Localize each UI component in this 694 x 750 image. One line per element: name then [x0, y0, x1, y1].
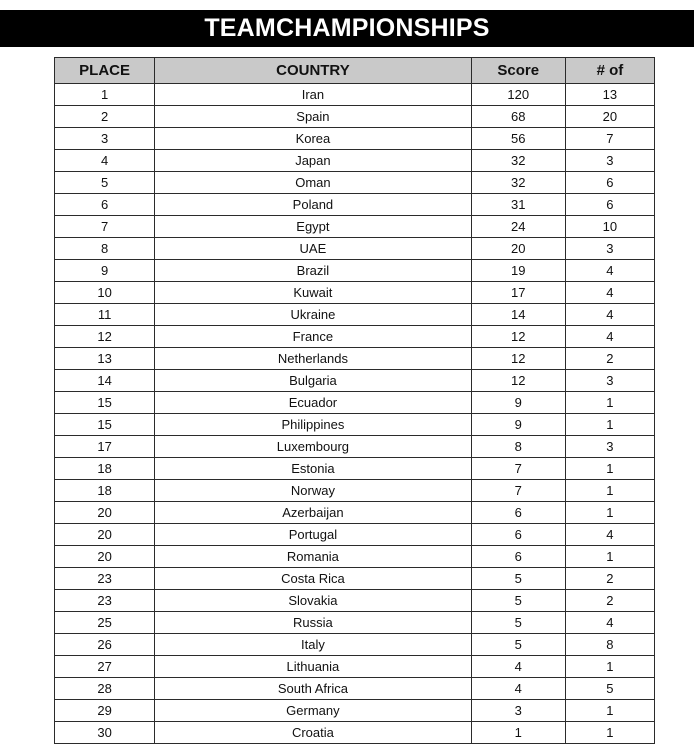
- cell-country: Iran: [155, 84, 472, 106]
- cell-score: 1: [471, 722, 565, 744]
- cell-place: 6: [55, 194, 155, 216]
- cell-score: 9: [471, 392, 565, 414]
- cell-place: 18: [55, 458, 155, 480]
- table-row: [55, 414, 655, 436]
- table-row: [55, 172, 655, 194]
- cell-place: 15: [55, 414, 155, 436]
- cell-country: Brazil: [155, 260, 472, 282]
- cell-score: 12: [471, 370, 565, 392]
- table-row: [55, 546, 655, 568]
- cell-score: 24: [471, 216, 565, 238]
- cell-score: 14: [471, 304, 565, 326]
- cell-events: 20: [565, 106, 654, 128]
- table-body: [55, 84, 655, 744]
- cell-place: 1: [55, 84, 155, 106]
- cell-country: Oman: [155, 172, 472, 194]
- table-row: [55, 480, 655, 502]
- cell-country: South Africa: [155, 678, 472, 700]
- cell-country: Croatia: [155, 722, 472, 744]
- cell-country: Ecuador: [155, 392, 472, 414]
- cell-country: Netherlands: [155, 348, 472, 370]
- cell-score: 7: [471, 480, 565, 502]
- cell-events: 3: [565, 436, 654, 458]
- table-row: [55, 568, 655, 590]
- cell-place: 23: [55, 590, 155, 612]
- cell-country: UAE: [155, 238, 472, 260]
- table-row: [55, 84, 655, 106]
- cell-score: 120: [471, 84, 565, 106]
- cell-score: 5: [471, 612, 565, 634]
- cell-country: Luxembourg: [155, 436, 472, 458]
- team-championships-table: [54, 57, 655, 744]
- table-row: [55, 326, 655, 348]
- cell-events: 2: [565, 590, 654, 612]
- table-header: [55, 58, 655, 84]
- table-row: [55, 194, 655, 216]
- column-header-place: PLACE: [55, 58, 155, 84]
- cell-score: 31: [471, 194, 565, 216]
- cell-score: 56: [471, 128, 565, 150]
- cell-country: Japan: [155, 150, 472, 172]
- cell-events: 1: [565, 414, 654, 436]
- cell-score: 20: [471, 238, 565, 260]
- cell-events: 6: [565, 172, 654, 194]
- table-row: [55, 700, 655, 722]
- table-row: [55, 304, 655, 326]
- cell-score: 12: [471, 326, 565, 348]
- cell-country: Norway: [155, 480, 472, 502]
- cell-events: 13: [565, 84, 654, 106]
- cell-country: Romania: [155, 546, 472, 568]
- cell-events: 6: [565, 194, 654, 216]
- cell-score: 7: [471, 458, 565, 480]
- cell-place: 26: [55, 634, 155, 656]
- cell-score: 4: [471, 678, 565, 700]
- cell-events: 1: [565, 480, 654, 502]
- cell-country: Azerbaijan: [155, 502, 472, 524]
- table-row: [55, 128, 655, 150]
- table-row: [55, 216, 655, 238]
- cell-place: 4: [55, 150, 155, 172]
- cell-events: 2: [565, 568, 654, 590]
- cell-place: 7: [55, 216, 155, 238]
- table-row: [55, 370, 655, 392]
- cell-events: 1: [565, 700, 654, 722]
- cell-place: 10: [55, 282, 155, 304]
- cell-country: Costa Rica: [155, 568, 472, 590]
- cell-place: 15: [55, 392, 155, 414]
- cell-place: 20: [55, 546, 155, 568]
- cell-country: Egypt: [155, 216, 472, 238]
- cell-place: 5: [55, 172, 155, 194]
- cell-score: 5: [471, 568, 565, 590]
- table-row: [55, 634, 655, 656]
- table-row: [55, 436, 655, 458]
- cell-events: 4: [565, 524, 654, 546]
- table-row: [55, 678, 655, 700]
- cell-events: 4: [565, 326, 654, 348]
- cell-events: 3: [565, 238, 654, 260]
- cell-score: 12: [471, 348, 565, 370]
- cell-events: 1: [565, 656, 654, 678]
- cell-score: 6: [471, 524, 565, 546]
- cell-place: 11: [55, 304, 155, 326]
- cell-events: 10: [565, 216, 654, 238]
- cell-events: 1: [565, 458, 654, 480]
- cell-country: Estonia: [155, 458, 472, 480]
- cell-place: 3: [55, 128, 155, 150]
- cell-country: Portugal: [155, 524, 472, 546]
- cell-events: 1: [565, 392, 654, 414]
- table-row: [55, 150, 655, 172]
- cell-country: Slovakia: [155, 590, 472, 612]
- cell-place: 29: [55, 700, 155, 722]
- cell-place: 20: [55, 524, 155, 546]
- cell-score: 6: [471, 546, 565, 568]
- cell-score: 17: [471, 282, 565, 304]
- cell-country: Bulgaria: [155, 370, 472, 392]
- cell-place: 8: [55, 238, 155, 260]
- cell-events: 5: [565, 678, 654, 700]
- table-row: [55, 348, 655, 370]
- table-row: [55, 590, 655, 612]
- cell-events: 4: [565, 260, 654, 282]
- cell-score: 3: [471, 700, 565, 722]
- cell-country: Spain: [155, 106, 472, 128]
- cell-score: 8: [471, 436, 565, 458]
- cell-score: 5: [471, 590, 565, 612]
- column-header-country: COUNTRY: [155, 58, 472, 84]
- table-row: [55, 282, 655, 304]
- table-row: [55, 392, 655, 414]
- cell-events: 3: [565, 150, 654, 172]
- table-row: [55, 458, 655, 480]
- cell-place: 18: [55, 480, 155, 502]
- cell-place: 17: [55, 436, 155, 458]
- table-header-row: [55, 58, 655, 84]
- cell-country: Germany: [155, 700, 472, 722]
- table-row: [55, 238, 655, 260]
- table-row: [55, 106, 655, 128]
- cell-events: 4: [565, 304, 654, 326]
- cell-country: Korea: [155, 128, 472, 150]
- cell-country: Poland: [155, 194, 472, 216]
- cell-place: 25: [55, 612, 155, 634]
- cell-score: 68: [471, 106, 565, 128]
- table-row: [55, 656, 655, 678]
- cell-events: 4: [565, 612, 654, 634]
- cell-place: 30: [55, 722, 155, 744]
- table-row: [55, 502, 655, 524]
- cell-country: Kuwait: [155, 282, 472, 304]
- cell-place: 20: [55, 502, 155, 524]
- cell-events: 1: [565, 722, 654, 744]
- cell-country: Ukraine: [155, 304, 472, 326]
- cell-country: Italy: [155, 634, 472, 656]
- cell-events: 1: [565, 502, 654, 524]
- cell-country: Lithuania: [155, 656, 472, 678]
- cell-score: 6: [471, 502, 565, 524]
- cell-events: 1: [565, 546, 654, 568]
- cell-place: 28: [55, 678, 155, 700]
- cell-place: 14: [55, 370, 155, 392]
- cell-place: 9: [55, 260, 155, 282]
- cell-score: 19: [471, 260, 565, 282]
- cell-place: 12: [55, 326, 155, 348]
- cell-score: 4: [471, 656, 565, 678]
- cell-events: 4: [565, 282, 654, 304]
- cell-score: 32: [471, 172, 565, 194]
- cell-events: 3: [565, 370, 654, 392]
- cell-events: 2: [565, 348, 654, 370]
- cell-country: Philippines: [155, 414, 472, 436]
- cell-place: 27: [55, 656, 155, 678]
- title-banner: [0, 10, 694, 47]
- table-row: [55, 260, 655, 282]
- cell-place: 13: [55, 348, 155, 370]
- column-header-score: Score: [471, 58, 565, 84]
- column-header-events: # of: [565, 58, 654, 84]
- table-row: [55, 612, 655, 634]
- cell-events: 7: [565, 128, 654, 150]
- standings-table-container: [54, 57, 655, 744]
- cell-place: 2: [55, 106, 155, 128]
- cell-score: 9: [471, 414, 565, 436]
- table-row: [55, 524, 655, 546]
- cell-score: 32: [471, 150, 565, 172]
- cell-country: Russia: [155, 612, 472, 634]
- cell-country: France: [155, 326, 472, 348]
- cell-events: 8: [565, 634, 654, 656]
- table-row: [55, 722, 655, 744]
- cell-place: 23: [55, 568, 155, 590]
- cell-score: 5: [471, 634, 565, 656]
- page-title: TEAMCHAMPIONSHIPS: [204, 14, 490, 42]
